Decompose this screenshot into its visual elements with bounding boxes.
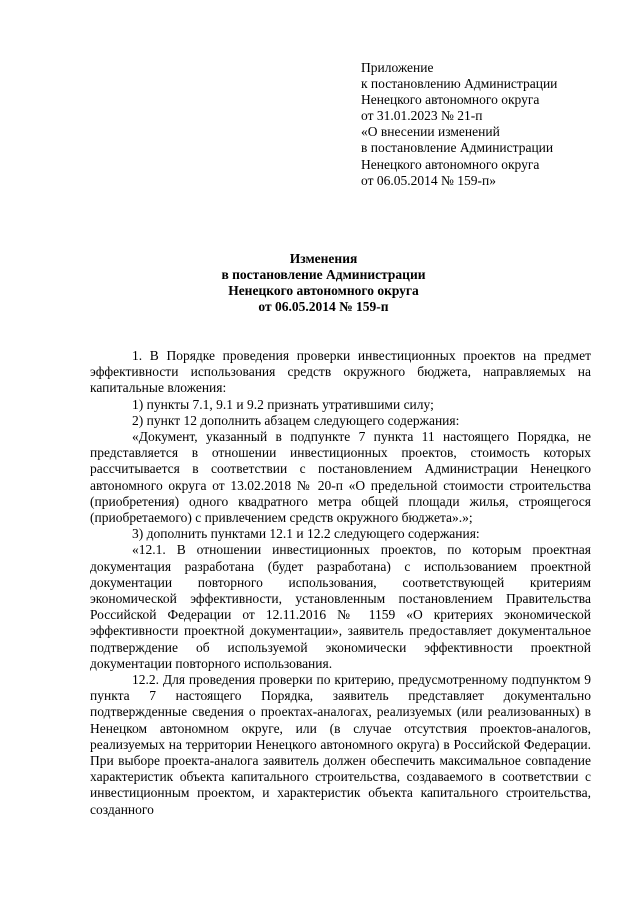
quoted-paragraph-document: «Документ, указанный в подпункте 7 пункта 11 настоящего Порядка, не представляется в отношении инвестиционных проектов, стоимость которых рассчитывается в соответствии с постановлением Администрации Ненецкого автономного округа от 13.02.2018 № 20-п «О предельной стоимости строительства (приобретения) одного квадратного метра общей площади жилья, строящегося (приобретаемого) с привлечением средств окружного бюджета».»; xyxy=(90,429,591,526)
paragraph-12-1: «12.1. В отношении инвестиционных проектов, по которым проектная документация разработана (будет разработана) с использованием проектной документации повторного использования, соответствующей критериям экономической эффективности, установленным постановлением Правительства Российской Федерации от 12.11.2016 № 1159 «О критериях экономической эффективности проектной документации», заявитель предоставляет документальное подтверждение об используемой экономически эффективности проектной документации повторного использования. xyxy=(90,542,591,671)
appendix-line: в постановление Администрации xyxy=(361,140,554,156)
appendix-line: от 31.01.2023 № 21-п xyxy=(361,108,483,124)
title-line: Ненецкого автономного округа xyxy=(228,283,419,298)
appendix-line: Ненецкого автономного округа xyxy=(361,92,540,108)
appendix-line: Приложение xyxy=(361,60,434,75)
document-body xyxy=(90,348,591,818)
title-line: от 06.05.2014 № 159-п xyxy=(258,299,389,314)
title-line: Изменения xyxy=(289,251,358,266)
paragraph-item-1: 1. В Порядке проведения проверки инвестиционных проектов на предмет эффективности использования средств окружного бюджета, направляемых на капитальные вложения: xyxy=(90,348,591,396)
appendix-line: Ненецкого автономного округа xyxy=(361,156,540,172)
appendix-line: от 06.05.2014 № 159-п» xyxy=(361,172,496,188)
subitem-2: 2) пункт 12 дополнить абзацем следующего содержания: xyxy=(132,412,460,428)
title-line: в постановление Администрации xyxy=(221,267,426,282)
appendix-header xyxy=(361,60,601,189)
subitem-3: 3) дополнить пунктами 12.1 и 12.2 следующего содержания: xyxy=(132,526,480,542)
appendix-line: «О внесении изменений xyxy=(361,124,500,140)
paragraph-12-2: 12.2. Для проведения проверки по критерию, предусмотренному подпунктом 9 пункта 7 настоящего Порядка, заявитель представляет документально подтвержденные сведения о проектах-аналогах, реализуемых (или реализованных) в Ненецком автономном округе, или (в случае отсутствия проектов-аналогов, реализуемых на территории Ненецкого автономного округа) в Российской Федерации. При выборе проекта-аналога заявитель должен обеспечить максимальное совпадение характеристик объекта капитального строительства, создаваемого в соответствии с инвестиционным проектом, и характеристик объекта капитального строительства, созданного xyxy=(90,672,591,817)
document-title xyxy=(60,251,587,315)
appendix-line: к постановлению Администрации xyxy=(361,76,558,92)
subitem-1: 1) пункты 7.1, 9.1 и 9.2 признать утратившими силу; xyxy=(132,396,434,412)
